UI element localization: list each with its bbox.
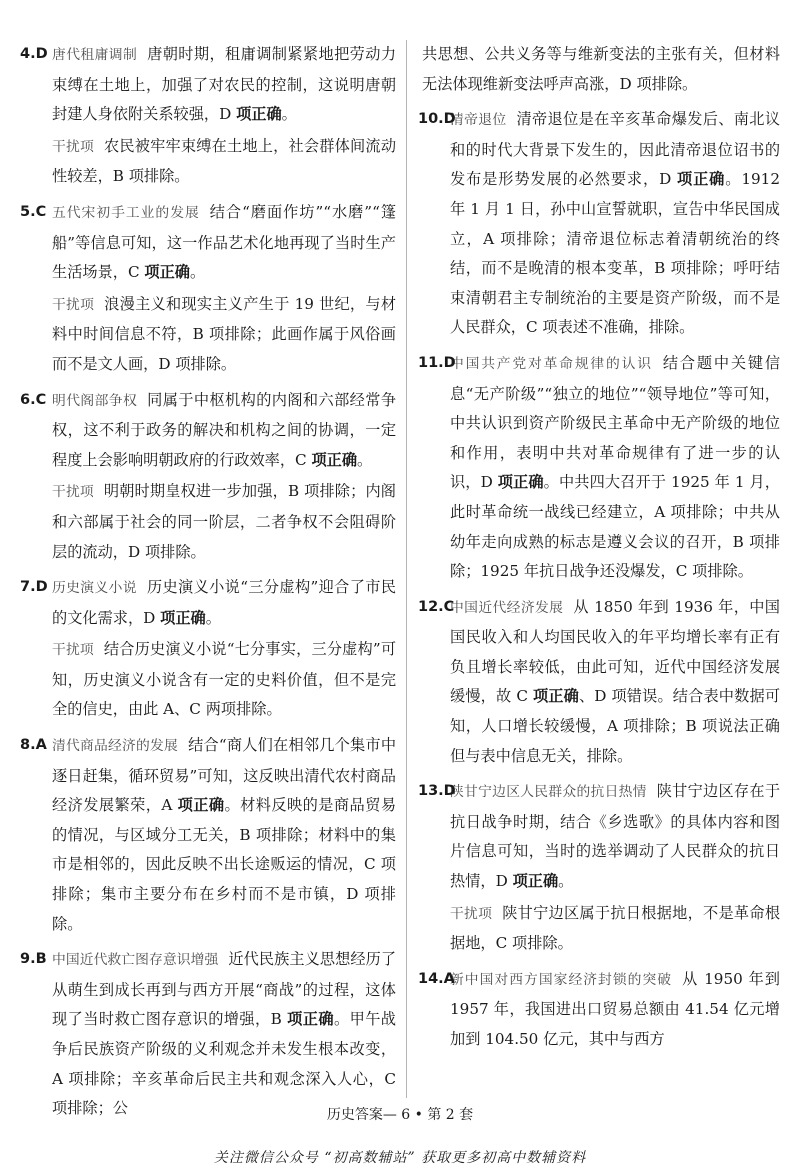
topic-tag: 历史演义小说 — [52, 580, 137, 597]
answer-number: 5.C — [20, 203, 47, 220]
page-footer: 历史答案— 6 • 第 2 套 — [326, 1107, 474, 1123]
answer-item-9: 9.B 中国近代救亡图存意识增强 近代民族主义思想经历了从萌生到成长再到与西方开展“商战”的过程，这体现了当时救亡图存意识的增强，B 项正确。甲午战争后民族资产阶级的义利观念并未发生根本改变，A 项排除；辛亥革命后民主共和观念深入人心，C 项排除；公 — [20, 945, 396, 1124]
distractor-note-4: 干扰项 农民被牢牢束缚在土地上，社会群体间流动性较差，B 项排除。 — [52, 136, 396, 186]
promo-line: 关注微信公众号 “初高数辅站” 获取更多初高中数辅资料 — [213, 1150, 587, 1166]
topic-tag: 明代阁部争权 — [52, 392, 138, 409]
correct-marker: 项正确 — [287, 1010, 334, 1029]
answer-text: 从 1950 年到 1957 年，我国进出口贸易总额由 41.54 亿元增加到 104.50 亿元，其中与西方 — [450, 969, 780, 1048]
distractor-label: 干扰项 — [52, 296, 95, 313]
answer-item-13: 13.D 陕甘宁边区人民群众的抗日热情 陕甘宁边区存在于抗日战争时期，结合《乡选歌》的具体内容和图片信息可知，当时的选举调动了人民群众的抗日热情，D 项正确。 — [418, 777, 780, 896]
column-divider — [406, 40, 407, 1098]
answer-item-6: 6.C 明代阁部争权 同属于中枢机构的内阁和六部经常争权，这不利于政务的解决和机构之间的协调，一定程度上会影响明朝政府的行政效率，C 项正确。 — [20, 386, 396, 476]
distractor-note-7: 干扰项 结合历史演义小说“七分事实，三分虚构”可知，历史演义小说含有一定的史料价值，但不是完全的信史，由此 A、C 两项排除。 — [52, 640, 397, 719]
answer-item-8: 8.A 清代商品经济的发展 结合“商人们在相邻几个集市中逐日赶集，循环贸易”可知，这反映出清代农村商品经济发展繁荣，A 项正确。材料反映的是商品贸易的情况，与区域分工无关，B 项排除；材料中的集市是相邻的，因此反映不出长途贩运的情况，C 项排除；集市主要分布在乡村而不是市镇，D 项排除。 — [20, 731, 396, 939]
distractor-label: 干扰项 — [450, 905, 493, 922]
correct-marker: 项正确 — [512, 872, 559, 891]
answer-number: 6.C — [20, 391, 47, 408]
answer-text: 近代民族主义思想经历了从萌生到成长再到与西方开展“商战”的过程，这体现了当时救亡图存意识的增强，B — [52, 950, 396, 1029]
topic-tag: 清代商品经济的发展 — [52, 738, 179, 755]
answer-text: 清帝退位是在辛亥革命爆发后、南北议和的时代大背景下发生的，因此清帝退位诏书的发布是形势发展的必然要求，D — [450, 110, 781, 189]
answer-item-11: 11.D 中国共产党对革命规律的认识 结合题中关键信息“无产阶级”“独立的地位”“领导地位”等可知，中共认识到资产阶级民主革命中无产阶级的地位和作用，表明中共对革命规律有了进一步的认识，D 项正确。中共四大召开于 1925 年 1 月，此时革命统一战线已经建立，A 项排除；中共从幼年走向成熟的标志是遵义会议的召开，B 项排除；1925 年抗日战争还没爆发，C 项排除。 — [418, 349, 780, 587]
answer-item-4: 4.D 唐代租庸调制 唐朝时期，租庸调制紧紧地把劳动力束缚在土地上，加强了对农民的控制，这说明唐朝封建人身依附关系较强，D 项正确。 — [20, 40, 396, 130]
answer-text: 陕甘宁边区存在于抗日战争时期，结合《乡选歌》的具体内容和图片信息可知，当时的选举调动了人民群众的抗日热情，D — [450, 782, 781, 891]
answer-text: 从 1850 年到 1936 年，中国国民收入和人均国民收入的年平均增长率有正有负且增长率较低，由此可知，近代中国经济发展缓慢，故 C — [450, 597, 780, 706]
correct-marker: 项正确 — [532, 687, 579, 706]
answer-number: 14.A — [418, 970, 455, 987]
right-column — [418, 40, 780, 1055]
answer-number: 4.D — [20, 46, 48, 62]
answer-number: 12.C — [418, 598, 455, 615]
distractor-note-6: 干扰项 明朝时期皇权进一步加强，B 项排除；内阁和六部属于社会的同一阶层，二者争权不会阻碍阶层的流动，D 项排除。 — [52, 482, 396, 561]
answer-item-14 — [418, 965, 780, 1055]
answer-item-12: 12.C 中国近代经济发展 从 1850 年到 1936 年，中国国民收入和人均国民收入的年平均增长率有正有负且增长率较低，由此可知，近代中国经济发展缓慢，故 C 项正确、D 项错误。结合表中数据可知，人口增长较缓慢，A 项排除；B 项说法正确但与表中信息无关，排除。 — [418, 593, 780, 772]
topic-tag: 中国近代经济发展 — [450, 599, 564, 616]
correct-marker: 项正确 — [497, 473, 544, 492]
correct-marker: 项正确 — [160, 608, 206, 627]
topic-tag: 唐代租庸调制 — [52, 47, 138, 63]
answer-number: 8.A — [20, 737, 47, 754]
topic-tag: 中国近代救亡图存意识增强 — [52, 952, 219, 969]
correct-marker: 项正确 — [311, 450, 358, 469]
left-column — [20, 40, 396, 1124]
distractor-note-5: 干扰项 浪漫主义和现实主义产生于 19 世纪，与材料中时间信息不符，B 项排除；此画作属于风俗画而不是文人画，D 项排除。 — [52, 294, 397, 373]
distractor-label: 干扰项 — [52, 484, 94, 501]
topic-tag: 清帝退位 — [450, 112, 507, 129]
answer-item-7: 7.D 历史演义小说 历史演义小说“三分虚构”迎合了市民的文化需求，D 项正确。 — [20, 573, 396, 633]
answer-item-10: 10.D 清帝退位 清帝退位是在辛亥革命爆发后、南北议和的时代大背景下发生的，因此清帝退位诏书的发布是形势发展的必然要求，D 项正确。1912 年 1 月 1 日，孙中山宣誓就职，宣告中华民国成立，A 项排除；清帝退位标志着清朝统治的终结，而不是晚清的根本变革，B 项排除；呼吁结束清朝君主专制统治的主要是资产阶级，而不是人民群众，C 项表述不准确，排除。 — [418, 105, 780, 343]
answer-number: 13.D — [418, 783, 456, 800]
answer-text: 结合题中关键信息“无产阶级”“独立的地位”“领导地位”等可知，中共认识到资产阶级民主革命中无产阶级的地位和作用，表明中共对革命规律有了进一步的认识，D — [450, 353, 781, 492]
answer-text: 同属于中枢机构的内阁和六部经常争权，这不利于政务的解决和机构之间的协调，一定程度上会影响明朝政府的行政效率，C — [52, 390, 397, 469]
correct-marker: 项正确 — [236, 105, 282, 124]
distractor-note-13: 干扰项 陕甘宁边区属于抗日根据地，不是革命根据地，C 项排除。 — [450, 903, 781, 953]
answer-text: 唐朝时期，租庸调制紧紧地把劳动力束缚在土地上，加强了对农民的控制，这说明唐朝封建人身依附关系较强，D — [52, 45, 397, 124]
topic-tag: 中国共产党对革命规律的认识 — [450, 355, 653, 372]
answer-item-5: 5.C 五代宋初手工业的发展 结合“磨面作坊”“水磨”“篷船”等信息可知，这一作品艺术化地再现了当时生产生活场景，C 项正确。 — [20, 198, 396, 288]
distractor-label: 干扰项 — [52, 642, 94, 659]
correct-marker: 项正确 — [144, 263, 190, 282]
answer-9-continuation: 共思想、公共义务等与维新变法的主张有关，但材料无法体现维新变法呼声高涨，D 项排除。 — [422, 45, 780, 93]
answer-number: 7.D — [20, 579, 48, 596]
topic-tag: 陕甘宁边区人民群众的抗日热情 — [450, 784, 647, 801]
answer-number: 9.B — [20, 951, 47, 968]
answer-number: 11.D — [418, 354, 456, 371]
answer-number: 10.D — [418, 111, 456, 128]
distractor-label: 干扰项 — [52, 138, 94, 155]
correct-marker: 项正确 — [177, 796, 225, 815]
answer-text: 历史演义小说“三分虚构”迎合了市民的文化需求，D — [52, 578, 397, 627]
topic-tag: 新中国对西方国家经济封锁的突破 — [450, 971, 673, 988]
topic-tag: 五代宋初手工业的发展 — [52, 204, 200, 221]
correct-marker: 项正确 — [677, 170, 726, 189]
answer-text: 结合“磨面作坊”“水磨”“篷船”等信息可知，这一作品艺术化地再现了当时生产生活场景，C — [52, 202, 397, 282]
answer-text: 结合“商人们在相邻几个集市中逐日赶集，循环贸易”可知，这反映出清代农村商品经济发展繁荣，A — [52, 736, 397, 815]
